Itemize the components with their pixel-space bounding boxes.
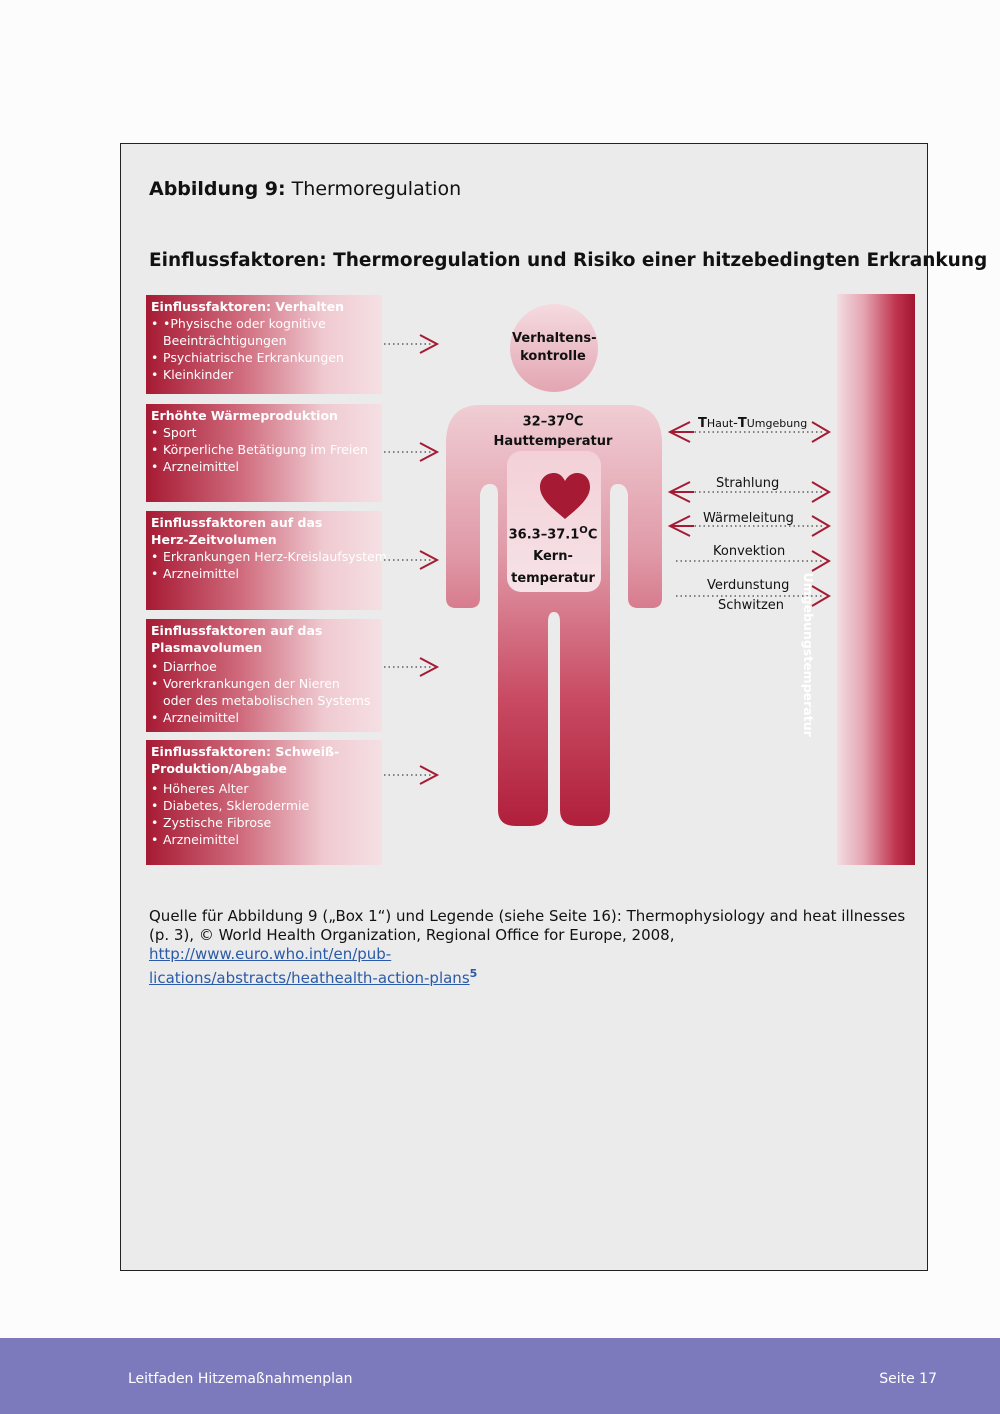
- figure-subtitle: Einflussfaktoren: Thermoregulation und Risiko einer hitzebedingten Erkrankung: [149, 250, 988, 271]
- sweating-label: Schwitzen: [718, 598, 785, 613]
- ambient-temperature-bar: [837, 294, 915, 865]
- behavior-control-label: Verhaltens- kontrolle: [512, 331, 597, 364]
- footnote-ref[interactable]: 5: [469, 967, 478, 980]
- evaporation-label: Verdunstung: [707, 578, 790, 593]
- skin-ambient-gradient-label: THaut-TUmgebung: [698, 416, 808, 431]
- body-silhouette: [446, 405, 662, 826]
- source-link[interactable]: http://www.euro.who.int/en/pub- lications/abstracts/heathealth-action-plans: [149, 945, 470, 987]
- core-temperature-label: $36.3-37.1^OC$ Kern- temperatur: [508, 525, 598, 587]
- ambient-temperature-label: Umgebungstemperatur: [800, 572, 816, 737]
- factor-box-plasma-volume: Einflussfaktoren auf das Plasmavolumen • Diarrhoe • Vorerkrankungen der Nieren oder des metabolischen Systems • Arzneimittel: [146, 619, 382, 732]
- skin-temperature-label: $32-37^OC$ Hauttemperatur: [493, 412, 613, 450]
- figure-source: Quelle für Abbildung 9 („Box 1“) und Legende (siehe Seite 16): Thermophysiology and heat illnesses (p. 3), © World Health Organization, Regional Office for Europe, 2008, http://www.euro.who.int/en/pub- lications/abstracts/heathealth-action-plans$^5$: [149, 907, 906, 987]
- convection-label: Konvektion: [713, 544, 786, 559]
- factor-box-heat-production: Erhöhte Wärmeproduktion • Sport • Körperliche Betätigung im Freien • Arzneimittel: [146, 404, 382, 502]
- radiation-label: Strahlung: [716, 476, 780, 491]
- factor-box-behavior: Einflussfaktoren: Verhalten • •Physische oder kognitive Beeinträchtigungen • Psychiatrische Erkrankungen • Kleinkinder: [146, 295, 382, 394]
- factor-box-cardiac-output: Einflussfaktoren auf das Herz-Zeitvolumen • Erkrankungen Herz-Kreislaufsystem • Arzneimittel: [146, 511, 382, 610]
- factor-arrows: [384, 344, 432, 775]
- figure-title: Abbildung 9: Thermoregulation: [149, 178, 462, 200]
- factor-box-sweat: Einflussfaktoren: Schweiß- Produktion/Abgabe • Höheres Alter • Diabetes, Sklerodermie • Zystische Fibrose • Arzneimittel: [146, 740, 382, 865]
- page-number: Seite 17: [879, 1371, 937, 1387]
- footer-title: Leitfaden Hitzemaßnahmenplan: [128, 1371, 353, 1387]
- conduction-label: Wärmeleitung: [703, 511, 794, 526]
